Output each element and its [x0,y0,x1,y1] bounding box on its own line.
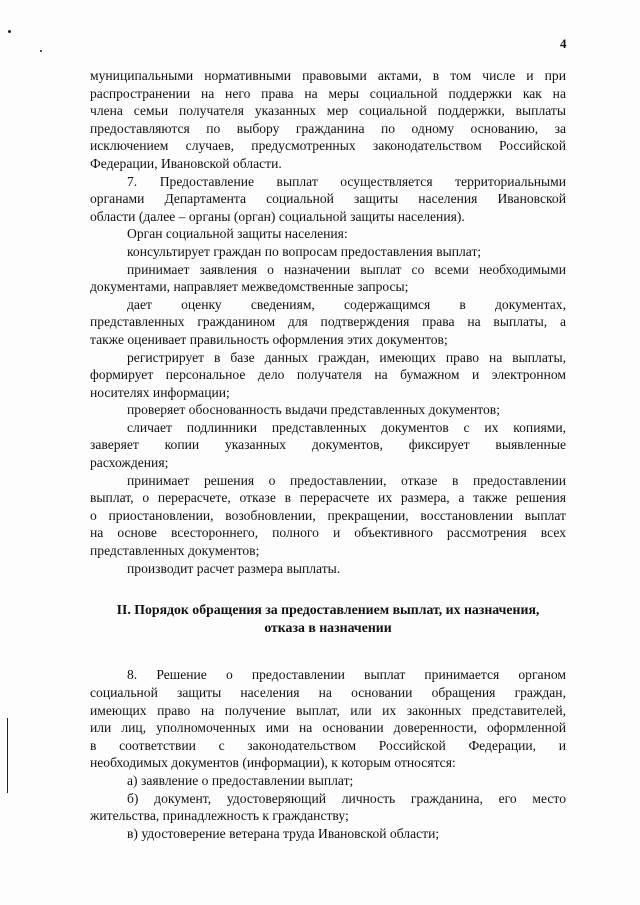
scan-speck [8,30,11,33]
text-line: регистрирует в базе данных граждан, имеющих право на выплаты, [127,349,566,365]
text-line: о приостановлении, возобновлении, прекращении, восстановлении выплат [90,507,566,523]
text-line: также оценивает правильность оформления этих документов; [90,331,448,347]
text-line: имеющих право на получение выплат, или их законных представителей, [90,702,566,718]
scan-edge-line [7,718,8,793]
list-item: в) удостоверение ветерана труда Ивановской области; [127,825,440,841]
list-item: жительства, принадлежность к гражданству; [90,808,349,824]
text-line: выплат, о перерасчете, отказе в перерасчете их размера, а также решения [90,490,566,506]
page-number: 4 [560,36,567,51]
text-line: 7. Предоставление выплат осуществляется территориальными [127,173,566,189]
list-item: а) заявление о предоставлении выплат; [127,772,354,788]
text-line: документами, направляет межведомственные запросы; [90,279,409,295]
text-line: сличает подлинники представленных документов с их копиями, [127,419,566,435]
text-line: необходимых документов (информации), к которым относятся: [90,755,456,771]
spacer [90,577,566,601]
text-line: дает оценку сведениям, содержащимся в документах, [127,296,566,312]
section-heading: отказа в назначении [264,619,392,635]
text-line: муниципальными нормативными правовыми актами, в том числе и при [90,68,566,83]
text-line: на основе всестороннего, полного и объективного рассмотрения всех [90,525,566,541]
text-line: принимает решения о предоставлении, отказе в предоставлении [127,472,566,488]
text-line: исключением случаев, предусмотренных законодательством Российской [90,138,566,154]
text-line: носителях информации; [90,384,230,400]
text-line: расхождения; [90,455,169,471]
text-line: предоставляются по выбору гражданина по одному основанию, за [90,120,566,136]
text-line: 8. Решение о предоставлении выплат принимается органом [127,667,566,683]
text-line: социальной защиты населения на основании обращения граждан, [90,685,566,700]
text-line: проверяет обоснованность выдачи представленных документов; [127,402,500,418]
text-line: Орган социальной защиты населения: [127,226,348,242]
text-line: органами Департамента социальной защиты населения Ивановской [90,191,566,207]
text-line: производит расчет размера выплаты. [127,560,341,576]
text-line: Федерации, Ивановской области. [90,155,282,171]
text-line: члена семьи получателя указанных мер социальной поддержки, выплаты [90,103,566,119]
text-line: области (далее – органы (орган) социальной защиты населения). [90,208,465,224]
text-line: формирует персональное дело получателя на бумажном и электронном [90,367,566,383]
text-line: или лиц, уполномоченных ими на основании доверенности, оформленной [90,720,566,736]
text-line: в соответствии с законодательством Российской Федерации, и [90,737,566,753]
spacer [90,636,566,666]
text-line: заверяет копии указанных документов, фиксирует выявленные [90,437,566,453]
text-line: представленных документов; [90,543,260,559]
text-line: консультирует граждан по вопросам предоставления выплат; [127,243,482,259]
text-line: представленных гражданином для подтверждения права на выплаты, а [90,314,566,330]
text-line: принимает заявления о назначении выплат со всеми необходимыми [127,261,566,277]
list-item: б) документ, удостоверяющий личность гражданина, его место [127,790,566,806]
scan-speck [40,50,42,52]
body-text [90,67,566,842]
section-heading: II. Порядок обращения за предоставлением выплат, их назначения, [116,602,540,618]
text-line: распространении на него права на меры социальной поддержки как на [90,85,566,101]
